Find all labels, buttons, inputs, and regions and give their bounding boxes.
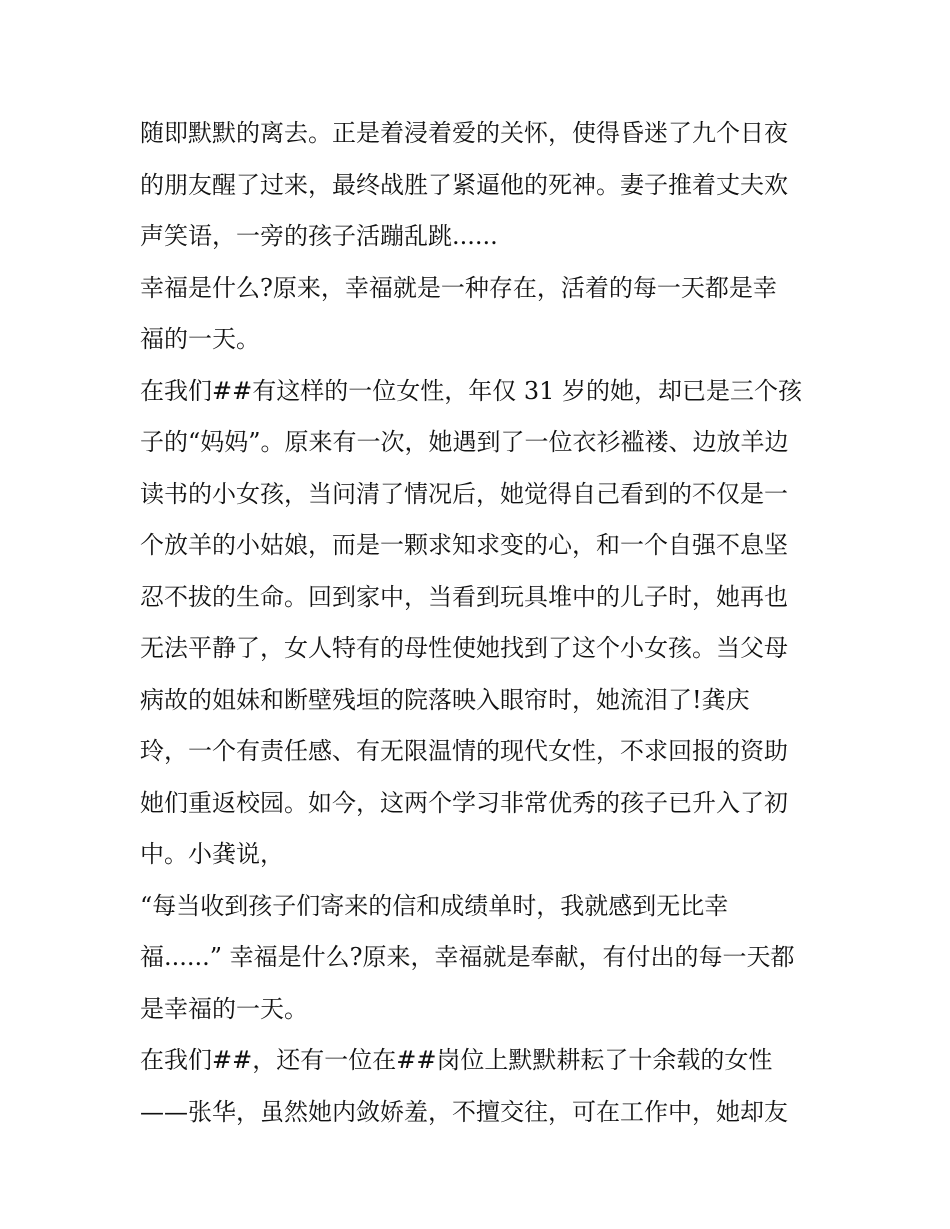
text-line: “每当收到孩子们寄来的信和成绩单时，我就感到无比幸 xyxy=(140,891,729,920)
text-line: 无法平静了，女人特有的母性使她找到了这个小女孩。当父母 xyxy=(140,634,788,662)
text-line: 是幸福的一天。 xyxy=(140,994,308,1023)
text-line: 她们重返校园。如今，这两个学习非常优秀的孩子已升入了初 xyxy=(140,788,788,817)
text-line: ——张华，虽然她内敛娇羞，不擅交往，可在工作中，她却友 xyxy=(140,1097,788,1126)
text-line: 玲，一个有责任感、有无限温情的现代女性，不求回报的资助 xyxy=(140,737,788,765)
body-text xyxy=(140,108,820,1138)
text-line: 在我们##，还有一位在##岗位上默默耕耘了十余载的女性 xyxy=(140,1046,773,1074)
text-line: 个放羊的小姑娘，而是一颗求知求变的心，和一个自强不息坚 xyxy=(140,531,788,559)
text-line: 福......” 幸福是什么?原来，幸福就是奉献，有付出的每一天都 xyxy=(140,943,795,971)
text-line: 福的一天。 xyxy=(140,325,260,353)
text-line: 中。小龚说， xyxy=(140,840,284,868)
text-line: 在我们##有这样的一位女性，年仅 31 岁的她，却已是三个孩 xyxy=(140,376,803,405)
text-line: 幸福是什么?原来，幸福就是一种存在，活着的每一天都是幸 xyxy=(140,273,777,302)
text-line: 忍不拔的生命。回到家中，当看到玩具堆中的儿子时，她再也 xyxy=(140,582,788,611)
text-line: 的朋友醒了过来，最终战胜了紧逼他的死神。妻子推着丈夫欢 xyxy=(140,170,788,199)
text-line: 声笑语，一旁的孩子活蹦乱跳...... xyxy=(140,222,498,250)
text-line: 子的“妈妈”。原来有一次，她遇到了一位衣衫褴褛、边放羊边 xyxy=(140,428,789,456)
text-line: 病故的姐妹和断壁残垣的院落映入眼帘时，她流泪了!龚庆 xyxy=(140,685,750,714)
text-line: 随即默默的离去。正是着浸着爱的关怀，使得昏迷了九个日夜 xyxy=(140,119,788,147)
text-line: 读书的小女孩，当问清了情况后，她觉得自己看到的不仅是一 xyxy=(140,479,788,508)
